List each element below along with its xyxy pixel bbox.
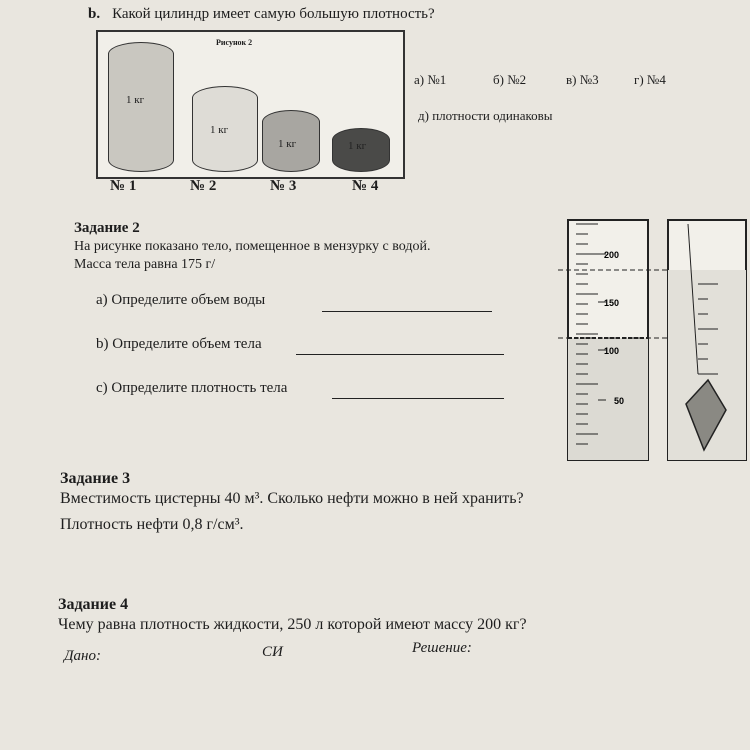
task1-letter: b. xyxy=(88,6,101,22)
answer-line-a xyxy=(322,311,492,312)
task2-sub-c: c) Определите плотность тела xyxy=(96,380,288,396)
figure-2-cylinders xyxy=(96,30,405,179)
task2-sub-b: b) Определите объем тела xyxy=(96,336,262,352)
scale-label-50: 50 xyxy=(614,396,625,406)
beaker-right xyxy=(668,220,746,460)
task2-line1: На рисунке показано тело, помещенное в мензурку с водой. xyxy=(74,239,431,254)
task2-line2: Масса тела равна 175 г/ xyxy=(74,257,216,272)
cylinder-4-label: 1 кг xyxy=(348,140,367,152)
task3-line2: Плотность нефти 0,8 г/см³. xyxy=(60,516,244,533)
scale-label-200: 200 xyxy=(604,250,620,260)
answer-line-b xyxy=(296,354,504,355)
scale-label-150: 150 xyxy=(604,298,620,308)
task2-sub-a: a) Определите объем воды xyxy=(96,292,266,308)
task3-title: Задание 3 xyxy=(60,470,131,487)
figure-caption: Рисунок 2 xyxy=(216,38,253,47)
beaker-figure xyxy=(558,214,750,466)
task1-question xyxy=(88,6,435,23)
task4-solution: Решение: xyxy=(412,640,472,656)
cylinder-2-label: 1 кг xyxy=(210,124,229,136)
cylinder-number-4: № 4 xyxy=(352,178,379,194)
task3-line1: Вместимость цистерны 40 м³. Сколько нефти можно в ней хранить? xyxy=(60,490,524,507)
cylinder-number-1: № 1 xyxy=(110,178,137,194)
task4-si: СИ xyxy=(262,644,283,660)
answer-d: г) №4 xyxy=(634,72,666,87)
answer-line-c xyxy=(332,398,504,399)
cylinder-1 xyxy=(108,42,174,172)
task1-question-text: Какой цилиндр имеет самую большую плотность? xyxy=(112,6,435,22)
beaker-left xyxy=(568,220,648,460)
task4-title: Задание 4 xyxy=(58,596,129,613)
cylinder-number-2: № 2 xyxy=(190,178,217,194)
scale-label-100: 100 xyxy=(604,346,620,356)
cylinder-number-3: № 3 xyxy=(270,178,297,194)
task4-question: Чему равна плотность жидкости, 250 л которой имеют массу 200 кг? xyxy=(58,616,527,633)
answer-b: б) №2 xyxy=(493,72,527,87)
cylinder-3-label: 1 кг xyxy=(278,138,297,150)
task2-title: Задание 2 xyxy=(74,220,140,236)
task2-text xyxy=(74,238,430,274)
task4-dano: Дано: xyxy=(64,648,101,664)
answer-e: д) плотности одинаковы xyxy=(418,108,553,123)
cylinder-1-label: 1 кг xyxy=(126,94,145,106)
answer-a: а) №1 xyxy=(414,72,447,87)
answer-c: в) №3 xyxy=(566,72,599,87)
